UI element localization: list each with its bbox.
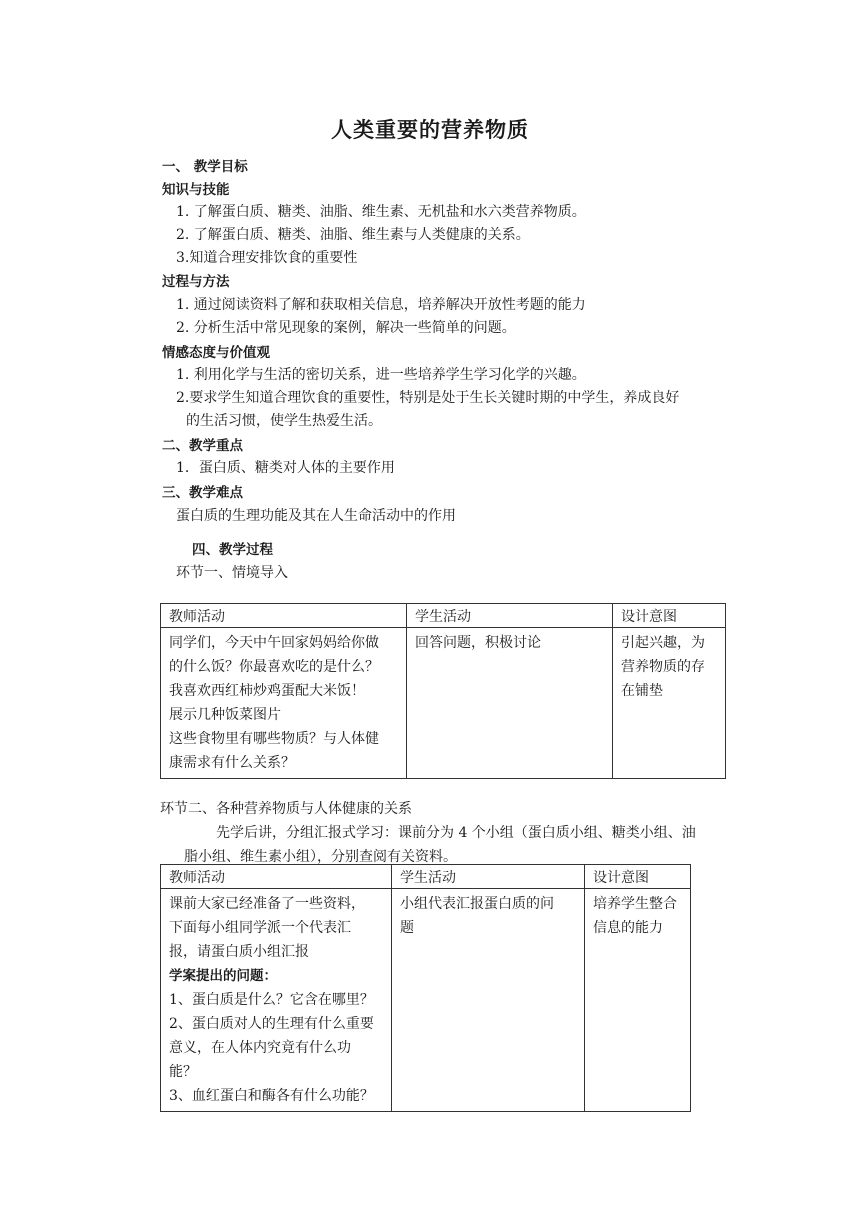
question-line: 能？ — [169, 1064, 197, 1080]
intent-line: 信息的能力 — [593, 920, 663, 936]
design-intent-cell — [613, 628, 726, 779]
design-intent-cell — [585, 889, 691, 1112]
question-line: 2、蛋白质对人的生理有什么重要 — [169, 1016, 374, 1032]
header-intent: 设计意图 — [585, 865, 691, 889]
knowledge-item-3: 3.知道合理安排饮食的重要性 — [176, 250, 358, 266]
section2-heading: 二、教学重点 — [162, 438, 243, 454]
step2-desc-1: 先学后讲，分组汇报式学习：课前分为 4 个小组（蛋白质小组、糖类小组、油 — [216, 825, 696, 841]
student-line: 回答问题，积极讨论 — [415, 635, 541, 651]
header-student: 学生活动 — [407, 604, 613, 628]
teacher-line: 康需求有什么关系？ — [169, 755, 295, 771]
process-item-2: 2. 分析生活中常见现象的案例，解决一些简单的问题。 — [176, 320, 516, 336]
student-line: 题 — [400, 920, 414, 936]
teacher-line: 我喜欢西红柿炒鸡蛋配大米饭！ — [169, 683, 365, 699]
section2-item-1: 1．蛋白质、糖类对人体的主要作用 — [176, 460, 395, 476]
teacher-line: 这些食物里有哪些物质？与人体健 — [169, 731, 379, 747]
intent-line: 引起兴趣，为 — [621, 635, 705, 651]
teacher-activity-cell — [161, 628, 407, 779]
teacher-line: 报，请蛋白质小组汇报 — [169, 944, 309, 960]
header-student: 学生活动 — [392, 865, 585, 889]
table-header-row — [161, 865, 691, 889]
teacher-line: 同学们，今天中午回家妈妈给你做 — [169, 635, 379, 651]
student-line: 小组代表汇报蛋白质的问 — [400, 896, 554, 912]
table-row — [161, 628, 726, 779]
attitude-item-2-cont: 的生活习惯，使学生热爱生活。 — [186, 413, 382, 429]
table-header-row — [161, 604, 726, 628]
teacher-line: 的什么饭？你最喜欢吃的是什么？ — [169, 659, 379, 675]
attitude-heading: 情感态度与价值观 — [162, 345, 270, 361]
table-step1 — [160, 603, 726, 779]
section3-item-1: 蛋白质的生理功能及其在人生命活动中的作用 — [176, 508, 456, 524]
header-teacher: 教师活动 — [161, 604, 407, 628]
section1-heading: 一、 教学目标 — [162, 159, 248, 175]
student-activity-cell — [407, 628, 613, 779]
teacher-line: 课前大家已经准备了一些资料， — [169, 896, 365, 912]
header-teacher: 教师活动 — [161, 865, 392, 889]
knowledge-item-2: 2. 了解蛋白质、糖类、油脂、维生素与人类健康的关系。 — [176, 227, 530, 243]
table-step2 — [160, 864, 691, 1112]
student-activity-cell — [392, 889, 585, 1112]
question-line: 3、血红蛋白和酶各有什么功能？ — [169, 1088, 374, 1104]
teacher-line: 展示几种饭菜图片 — [169, 707, 281, 723]
section3-heading: 三、教学难点 — [162, 485, 243, 501]
question-line: 意义，在人体内究竟有什么功 — [169, 1040, 351, 1056]
teacher-line: 下面每小组同学派一个代表汇 — [169, 920, 351, 936]
attitude-item-2: 2.要求学生知道合理饮食的重要性，特别是处于生长关键时期的中学生，养成良好 — [176, 390, 680, 406]
section4-heading: 四、教学过程 — [192, 542, 273, 558]
attitude-item-1: 1. 利用化学与生活的密切关系，进一些培养学生学习化学的兴趣。 — [176, 367, 586, 383]
question-line: 1、蛋白质是什么？它含在哪里？ — [169, 992, 374, 1008]
intent-line: 培养学生整合 — [593, 896, 677, 912]
intent-line: 在铺垫 — [621, 683, 663, 699]
intent-line: 营养物质的存 — [621, 659, 705, 675]
step2-desc-2: 脂小组、维生素小组），分别查阅有关资料。 — [184, 849, 457, 865]
knowledge-heading: 知识与技能 — [162, 182, 230, 198]
step1-label: 环节一、情境导入 — [176, 565, 288, 581]
table-row — [161, 889, 691, 1112]
teacher-activity-cell — [161, 889, 392, 1112]
page-title: 人类重要的营养物质 — [331, 117, 529, 142]
knowledge-item-1: 1. 了解蛋白质、糖类、油脂、维生素、无机盐和水六类营养物质。 — [176, 204, 586, 220]
header-intent: 设计意图 — [613, 604, 726, 628]
process-heading: 过程与方法 — [162, 274, 230, 290]
questions-heading: 学案提出的问题： — [169, 968, 277, 984]
step2-label: 环节二、各种营养物质与人体健康的关系 — [160, 801, 412, 817]
process-item-1: 1. 通过阅读资料了解和获取相关信息，培养解决开放性考题的能力 — [176, 297, 586, 313]
